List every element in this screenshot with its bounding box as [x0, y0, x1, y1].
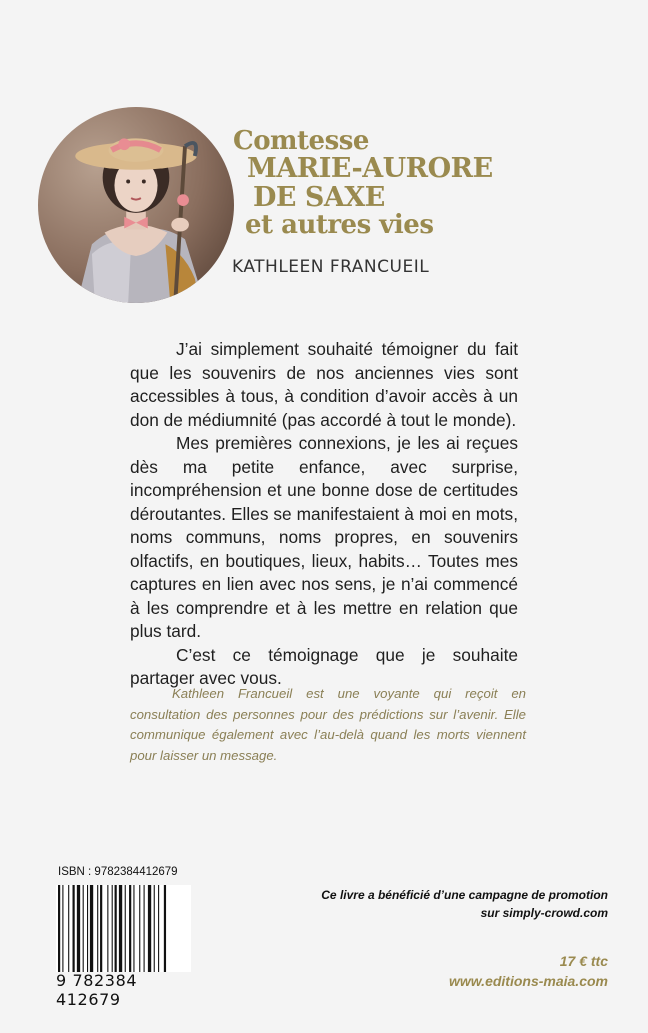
book-title: [233, 128, 493, 239]
title-line-1: Comtesse: [233, 126, 369, 156]
promo-line-2: sur simply-crowd.com: [480, 906, 608, 920]
publisher-website: www.editions-maia.com: [449, 973, 608, 989]
price: 17 € ttc: [559, 953, 608, 969]
title-line-4: et autres vies: [245, 209, 434, 240]
isbn-label: ISBN : 9782384412679: [58, 866, 178, 878]
title-line-2: MARIE-AURORE: [247, 153, 493, 185]
portrait-painting-icon: [38, 107, 234, 303]
promo-note: [321, 886, 608, 922]
author-bio: Kathleen Francueil est une voyante qui reçoit en consultation des personnes pour des prédictions sur l’avenir. Elle communique également avec l’au-delà quand les morts viennent pour laisser un message.: [130, 686, 526, 763]
author-name: KATHLEEN FRANCUEIL: [232, 257, 430, 277]
summary-paragraph: Mes premières connexions, je les ai reçues dès ma petite enfance, avec surprise, incompréhension et une bonne dose de certitudes déroutantes. Elles se manifestaient à moi en mots, noms communs, noms propres, en souvenirs olfactifs, en boutiques, lieux, habits… Toutes mes captures en lien avec nos sens, je n’ai commencé à les comprendre et à les mettre en relation que plus tard.: [130, 433, 518, 641]
barcode-icon: [56, 885, 191, 972]
title-line-3: DE SAXE: [253, 181, 385, 213]
summary-text: [130, 338, 518, 691]
summary-paragraph: C’est ce témoignage que je souhaite partager avec vous.: [130, 644, 518, 688]
barcode-digits: 9 782384 412679: [56, 971, 138, 1009]
summary-paragraph: J’ai simplement souhaité témoigner du fait que les souvenirs de nos anciennes vies sont accessibles à tous, à condition d’avoir accès à un don de médiumnité (pas accordé à tout le monde).: [130, 339, 518, 430]
promo-line-1: Ce livre a bénéficié d’une campagne de promotion: [321, 888, 608, 902]
